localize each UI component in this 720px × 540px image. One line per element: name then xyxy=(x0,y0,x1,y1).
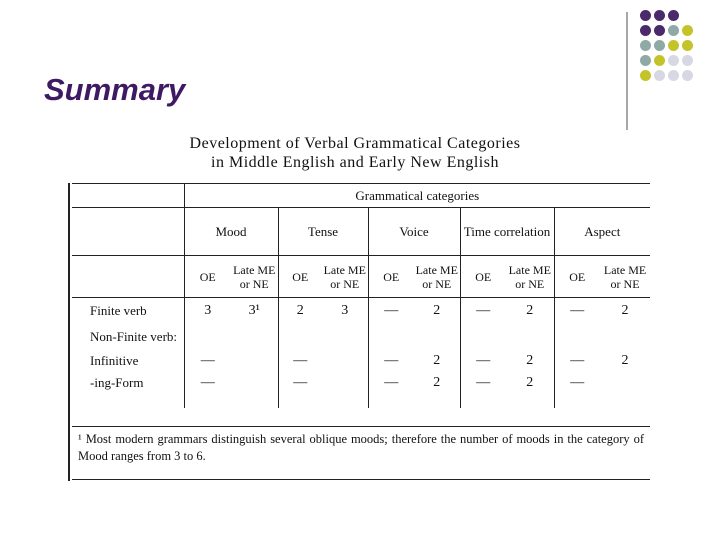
row-label: -ing-Form xyxy=(90,374,144,390)
table-cell xyxy=(600,372,650,394)
decorative-dot xyxy=(668,55,679,66)
decorative-dot xyxy=(640,70,651,81)
table-cell xyxy=(368,324,414,350)
table-cell xyxy=(506,394,554,408)
decorative-dot xyxy=(654,55,665,66)
table-cell: — xyxy=(554,350,600,372)
table-cell xyxy=(506,324,554,350)
table-spacer-row xyxy=(72,394,650,408)
table-cell xyxy=(460,324,506,350)
sub-header-late: Late ME or NE xyxy=(414,256,460,298)
table-cell xyxy=(72,394,184,408)
sub-header-late: Late ME or NE xyxy=(600,256,650,298)
table-cell: — xyxy=(460,372,506,394)
sub-header-late: Late ME or NE xyxy=(322,256,368,298)
document-title-line-2: in Middle English and Early New English xyxy=(211,154,499,171)
decorative-dot xyxy=(640,25,651,36)
table-cell xyxy=(322,324,368,350)
table-cell: — xyxy=(184,372,231,394)
table-cell: 2 xyxy=(526,352,534,368)
decorative-dot xyxy=(654,10,665,21)
sub-header-oe: OE xyxy=(278,256,322,298)
row-label: Non-Finite verb: xyxy=(90,328,178,344)
table-cell: — xyxy=(460,350,506,372)
row-label: Infinitive xyxy=(90,352,139,368)
table-cell: 2 xyxy=(433,352,441,368)
sub-header-oe: OE xyxy=(368,256,414,298)
table-cell xyxy=(231,324,278,350)
table-cell xyxy=(414,324,460,350)
category-header: Mood xyxy=(184,208,278,256)
corner-cell xyxy=(72,184,184,208)
table-cell xyxy=(278,324,322,350)
decorative-dot xyxy=(682,40,693,51)
table-cell: 3 xyxy=(341,302,349,318)
decorative-dot xyxy=(640,55,651,66)
decorative-divider xyxy=(626,12,628,130)
sub-header-oe: OE xyxy=(554,256,600,298)
table-cell: 2 xyxy=(621,302,629,318)
sub-header-oe: OE xyxy=(184,256,231,298)
table-cell xyxy=(231,350,278,372)
category-header: Tense xyxy=(278,208,368,256)
table-cell xyxy=(322,350,368,372)
table-cell xyxy=(600,324,650,350)
category-header: Time correlation xyxy=(460,208,554,256)
table-cell: — xyxy=(278,350,322,372)
decorative-dot xyxy=(640,40,651,51)
table-cell xyxy=(368,394,414,408)
table-cell: — xyxy=(554,298,600,324)
table-cell xyxy=(231,372,278,394)
table-cell: 2 xyxy=(433,374,441,390)
table-cell: 3 xyxy=(184,298,231,324)
table-cell: — xyxy=(554,372,600,394)
decorative-dot xyxy=(654,25,665,36)
sub-header-late: Late ME or NE xyxy=(231,256,278,298)
decorative-dot xyxy=(640,10,651,21)
footnote: ¹ Most modern grammars distinguish several oblique moods; therefore the number of moods in the category of Mood ranges from 3 to 6. xyxy=(72,426,650,480)
slide-title: Summary xyxy=(44,72,186,107)
table-cell: — xyxy=(368,372,414,394)
table-cell: — xyxy=(460,298,506,324)
decorative-dot xyxy=(668,25,679,36)
document-title-line-1: Development of Verbal Grammatical Categories xyxy=(189,135,521,152)
table-cell: 2 xyxy=(526,302,534,318)
table-cell: — xyxy=(368,298,414,324)
sub-header-late: Late ME or NE xyxy=(506,256,554,298)
sub-header-oe: OE xyxy=(460,256,506,298)
row-label: Finite verb xyxy=(90,302,147,318)
table-cell: — xyxy=(368,350,414,372)
table-cell: 3¹ xyxy=(248,302,260,318)
table-cell xyxy=(184,324,231,350)
table-cell xyxy=(322,394,368,408)
table-cell: — xyxy=(184,350,231,372)
decorative-dot xyxy=(654,40,665,51)
corner-cell-3 xyxy=(72,256,184,298)
table-cell: 2 xyxy=(526,374,534,390)
table-cell xyxy=(600,394,650,408)
table-cell xyxy=(322,372,368,394)
decorative-dot xyxy=(682,70,693,81)
decorative-dot xyxy=(682,25,693,36)
decorative-dot-grid xyxy=(640,10,720,120)
document-title xyxy=(120,134,590,172)
decorative-dot xyxy=(668,70,679,81)
super-header: Grammatical categories xyxy=(184,184,650,208)
table-row xyxy=(72,324,650,350)
category-header: Voice xyxy=(368,208,460,256)
table-cell xyxy=(554,324,600,350)
decorative-dot xyxy=(654,70,665,81)
table-row xyxy=(72,350,650,372)
table-row xyxy=(72,298,650,324)
table-cell xyxy=(554,394,600,408)
category-header: Aspect xyxy=(554,208,650,256)
table-cell xyxy=(460,394,506,408)
decorative-dot xyxy=(668,40,679,51)
table-cell: 2 xyxy=(433,302,441,318)
table-row xyxy=(72,372,650,394)
table-cell xyxy=(278,394,322,408)
table-cell xyxy=(231,394,278,408)
table-cell: 2 xyxy=(621,352,629,368)
table-cell: 2 xyxy=(278,298,322,324)
table-cell xyxy=(184,394,231,408)
table-cell: — xyxy=(278,372,322,394)
corner-cell-2 xyxy=(72,208,184,256)
table-left-edge xyxy=(68,183,70,481)
decorative-dot xyxy=(668,10,679,21)
table-cell xyxy=(414,394,460,408)
grammatical-categories-table xyxy=(72,183,650,408)
decorative-dot xyxy=(682,55,693,66)
